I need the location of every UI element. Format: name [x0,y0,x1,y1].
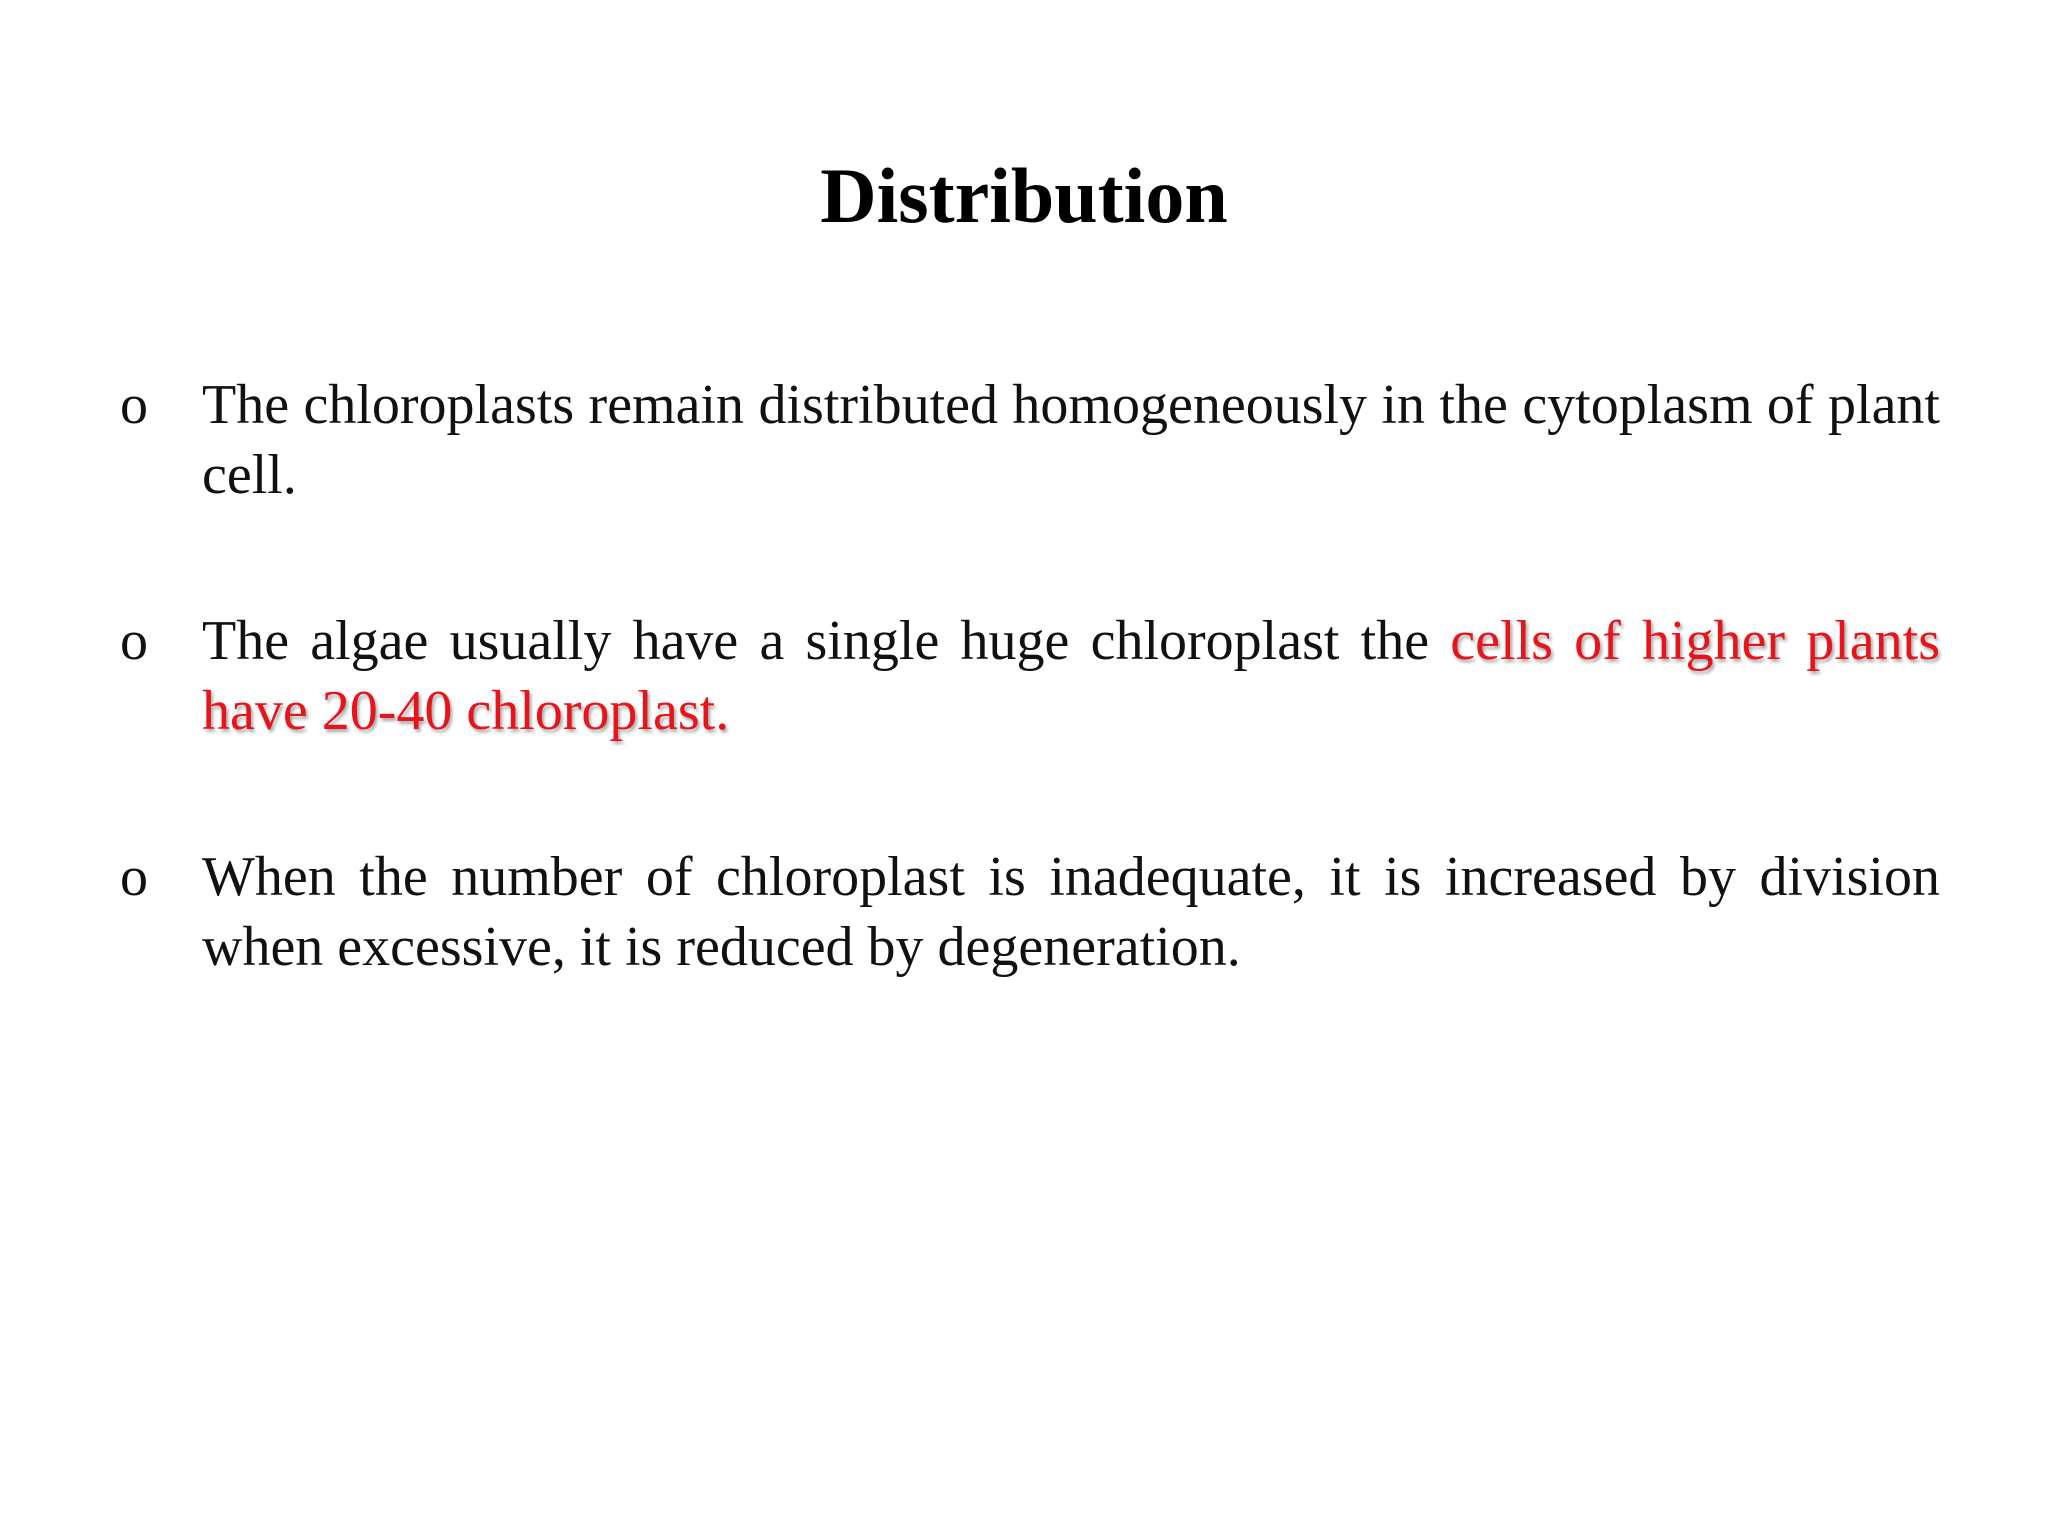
bullet-text [202,606,1940,746]
bullet-text-highlight: cells of higher plants have 20-40 chloroplast. [202,610,1940,742]
bullet-item [120,370,1940,510]
bullet-text-plain: The algae usually have a single huge chloroplast the [202,610,1451,672]
bullet-marker: o [120,374,148,436]
bullet-text: When the number of chloroplast is inadequate, it is increased by division when excessive, it is reduced by degeneration. [202,846,1940,978]
bullet-item [120,606,1940,746]
bullet-marker: o [120,846,148,908]
bullet-text: The chloroplasts remain distributed homogeneously in the cytoplasm of plant cell. [202,374,1940,506]
bullet-item [120,842,1940,982]
bullet-marker: o [120,610,148,672]
slide-title: Distribution [820,152,1228,239]
